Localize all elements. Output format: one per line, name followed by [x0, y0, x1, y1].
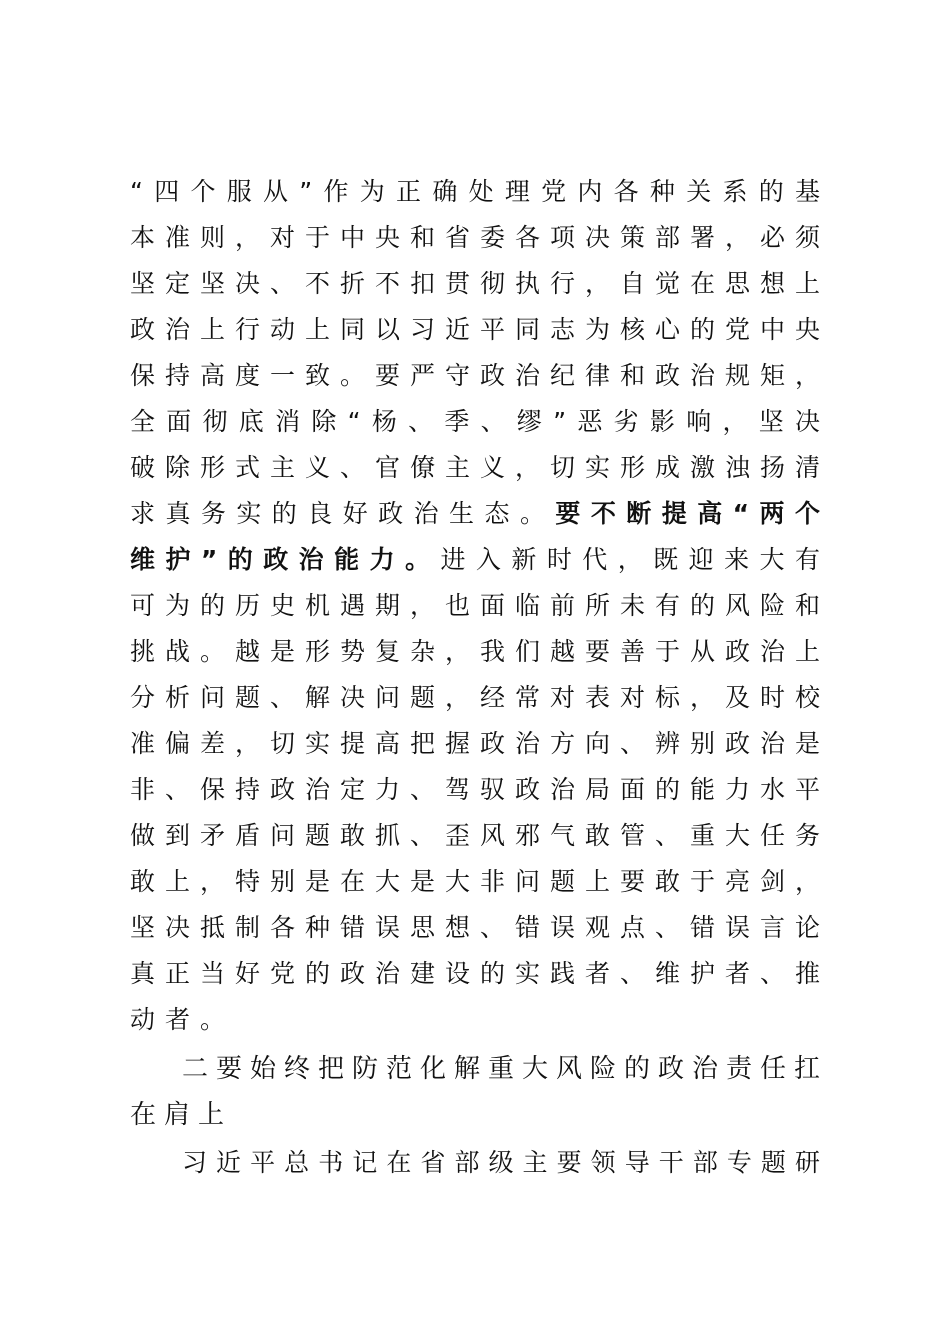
text-line-7: 破除形式主义、官僚主义，切实形成激浊扬清 [130, 453, 820, 482]
text-line-2: 本准则，对于中央和省委各项决策部署，必须 [130, 223, 820, 252]
text-line-4: 政治上行动上同以习近平同志为核心的党中央 [130, 315, 820, 344]
text-line-11: 挑战。越是形势复杂，我们越要善于从政治上 [130, 637, 820, 666]
text-line-9-normal: 进入新时代，既迎来大有 [440, 545, 820, 574]
text-line-5: 保持高度一致。要严守政治纪律和政治规矩， [130, 361, 820, 390]
section-heading-continued: 在肩上 [130, 1100, 233, 1130]
paragraph2-line-1: 习近平总书记在省部级主要领导干部专题研 [182, 1148, 820, 1177]
text-line-13: 准偏差，切实提高把握政治方向、辨别政治是 [130, 729, 820, 758]
section-heading: 二要始终把防范化解重大风险的政治责任扛 [182, 1054, 820, 1084]
text-line-16: 敢上，特别是在大是大非问题上要敢于亮剑， [130, 867, 820, 896]
text-line-15: 做到矛盾问题敢抓、歪风邪气敢管、重大任务 [130, 821, 820, 850]
text-line-8 [130, 491, 820, 537]
text-line-12: 分析问题、解决问题，经常对表对标，及时校 [130, 683, 820, 712]
text-line-19: 动者。 [130, 1005, 236, 1034]
text-line-18: 真正当好党的政治建设的实践者、维护者、推 [130, 959, 820, 988]
text-line-10: 可为的历史机遇期，也面临前所未有的风险和 [130, 591, 820, 620]
text-line-14: 非、保持政治定力、驾驭政治局面的能力水平 [130, 775, 820, 804]
text-line-3: 坚定坚决、不折不扣贯彻执行，自觉在思想上 [130, 269, 820, 298]
text-line-17: 坚决抵制各种错误思想、错误观点、错误言论 [130, 913, 820, 942]
text-line-1: “四个服从”作为正确处理党内各种关系的基 [130, 177, 820, 206]
text-line-9 [130, 537, 820, 583]
text-line-8-normal: 求真务实的良好政治生态。 [130, 499, 556, 528]
text-line-8-bold: 要不断提高“两个 [555, 499, 820, 528]
text-line-9-bold: 维护”的政治能力。 [130, 545, 441, 574]
text-line-6: 全面彻底消除“杨、季、缪”恶劣影响，坚决 [130, 407, 820, 436]
